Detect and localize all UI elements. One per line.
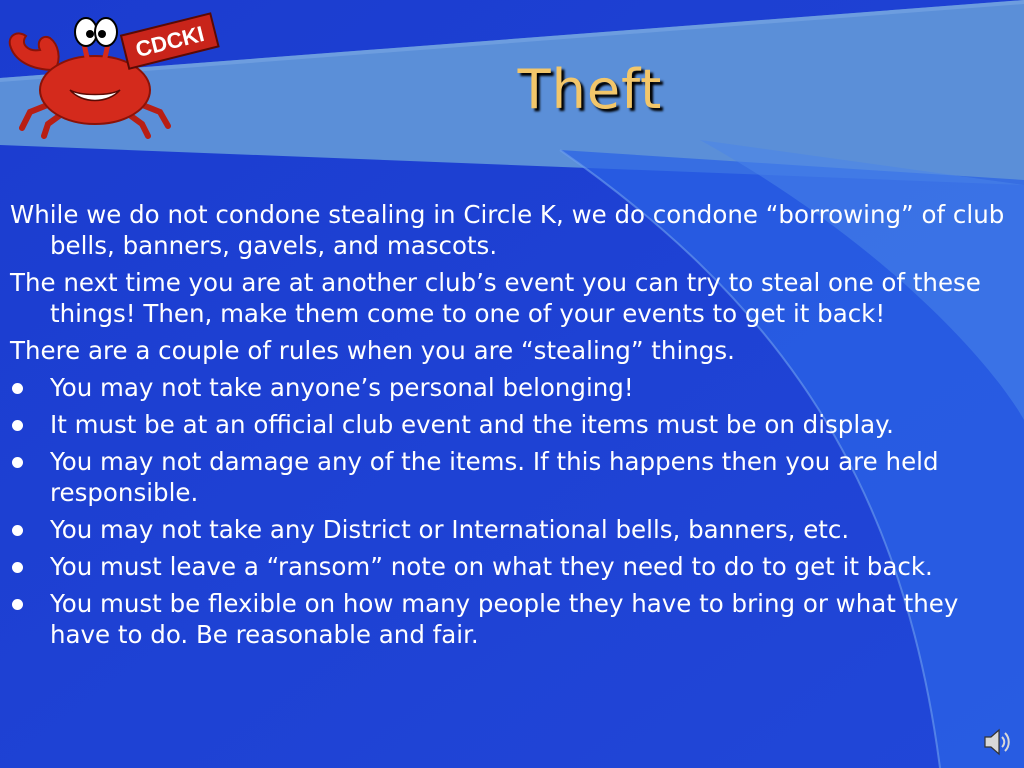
bullet-item [10,588,1014,650]
bullet-dot-icon [12,525,23,536]
slide-body [10,199,1014,656]
bullet-item [10,409,1014,440]
bullet-item [10,446,1014,508]
bullet-item [10,514,1014,545]
paragraph: The next time you are at another club’s event you can try to steal one of these things! Then, make them come to one of your events to get it back! [10,268,981,328]
bullet-dot-icon [12,562,23,573]
bullet-dot-icon [12,457,23,468]
paragraph: While we do not condone stealing in Circle K, we do condone “borrowing” of club bells, banners, gavels, and mascots. [10,200,1005,260]
bullet-dot-icon [12,599,23,610]
logo-text: CDCKI [133,20,207,63]
paragraph: There are a couple of rules when you are “stealing” things. [10,336,735,365]
speaker-icon[interactable] [982,726,1012,758]
bullet-text: You must be flexible on how many people they have to bring or what they have to do. Be reasonable and fair. [50,589,959,649]
bullet-dot-icon [12,383,23,394]
bullet-text: You may not damage any of the items. If this happens then you are held responsible. [50,447,939,507]
slide-title: Theft [517,58,663,121]
bullet-text: It must be at an official club event and the items must be on display. [50,410,894,439]
bullet-text: You must leave a “ransom” note on what they need to do to get it back. [50,552,933,581]
bullet-text: You may not take any District or International bells, banners, etc. [50,515,850,544]
bullet-dot-icon [12,420,23,431]
bullet-text: You may not take anyone’s personal belonging! [50,373,634,402]
bullet-item [10,372,1014,403]
bullet-item [10,551,1014,582]
